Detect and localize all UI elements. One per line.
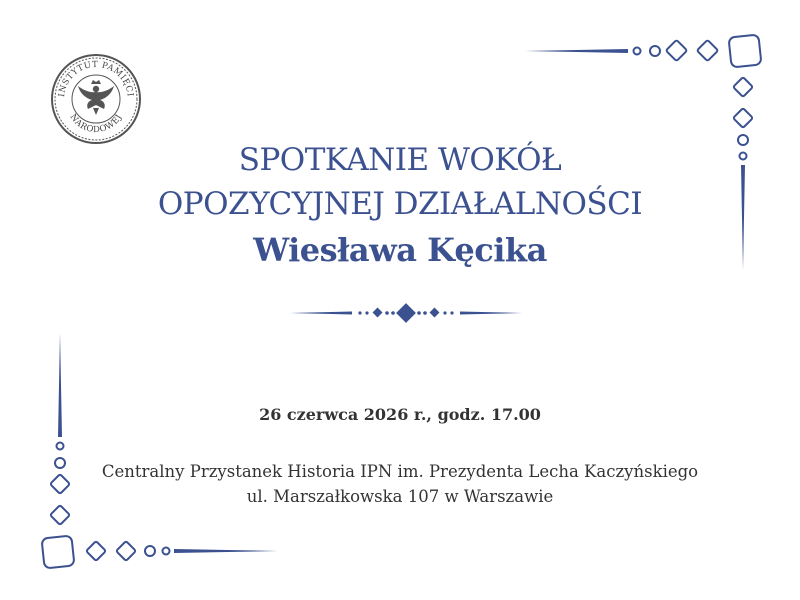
svg-text:NARODOWEJ xyxy=(67,112,124,135)
event-venue-line-1: Centralny Przystanek Historia IPN im. Prezydenta Lecha Kaczyńskiego xyxy=(101,462,699,481)
ipn-logo xyxy=(50,53,142,145)
event-title-line-2: OPOZYCYJNEJ DZIAŁALNOŚCI xyxy=(157,186,643,222)
eagle-emblem-icon xyxy=(78,80,114,115)
logo-text-bottom: NARODOWEJ xyxy=(67,112,125,136)
event-title-name: Wiesława Kęcika xyxy=(253,231,547,269)
event-title-line-1: SPOTKANIE WOKÓŁ xyxy=(238,142,562,178)
event-date: 26 czerwca 2026 r., godz. 17.00 xyxy=(259,405,541,424)
logo-text-top: INSTYTUT PAMIĘCI xyxy=(57,59,135,98)
event-venue-line-2: ul. Marszałkowska 107 w Warszawie xyxy=(246,487,554,506)
